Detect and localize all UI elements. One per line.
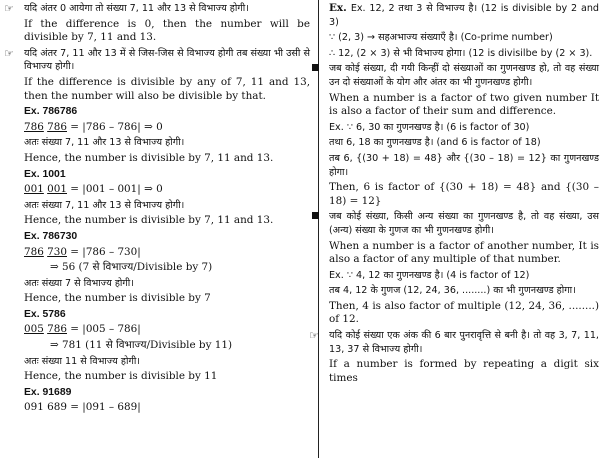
example-working: 786 730 = |786 – 730| — [24, 245, 141, 258]
example-title: Ex. 786786 — [24, 106, 78, 118]
example-conclusion-hindi: अतः संख्या 7, 11 और 13 से विभाज्य होगी। — [24, 199, 185, 211]
example-conclusion-hindi: अतः संख्या 7, 11 और 13 से विभाज्य होगी। — [24, 137, 185, 149]
example-label: Ex. — [329, 2, 347, 14]
square-bullet-icon — [312, 64, 319, 71]
left-column — [4, 2, 310, 414]
multiple-example-line: Then, 4 is also factor of multiple (12, 24, 36, ........) of 12. — [329, 299, 599, 326]
example-working: 005 786 = |005 – 786| — [24, 323, 141, 336]
rule-difference-divisible-english: If the difference is divisible by any of 7, 11 and 13, then the number will also be divisible by that. — [24, 75, 310, 102]
rule-factor-multiple-english: When a number is a factor of another number, It is also a factor of any multiple of that number. — [329, 239, 599, 266]
example-working-result: ⇒ 56 (7 से विभाज्य/Divisible by 7) — [50, 261, 213, 274]
example-working: 786 786 = |786 – 786| ⇒ 0 — [24, 120, 163, 133]
example-conclusion-hindi: अतः संख्या 11 से विभाज्य होगी। — [24, 355, 141, 367]
pointing-hand-icon: ☞ — [309, 329, 319, 343]
example-title: Ex. 1001 — [24, 168, 66, 180]
factor-example-line: तब 6, {(30 + 18) = 48} और {(30 – 18) = 12} का गुणनखण्ड होगा। — [329, 152, 599, 178]
rule-repeated-digit-hindi: ☞ यदि कोई संख्या एक अंक की 6 बार पुनरावृत्ति से बनी है। तो वह 3, 7, 11, 13, 37 से विभाज्य होगी। — [309, 329, 599, 355]
pointing-hand-icon: ☞ — [4, 2, 14, 15]
example-conclusion-english: Hence, the number is divisible by 11 — [24, 370, 218, 383]
multiple-example-line: तब 4, 12 के गुणज (12, 24, 36, ........) का भी गुणनखण्ड होगा। — [329, 285, 576, 297]
rule-difference-divisible-hindi: ☞ यदि अंतर 7, 11 और 13 में से जिस-जिस से विभाज्य होगी तब संख्या भी उसी से विभाज्य होगी। — [4, 46, 310, 73]
rule-difference-zero-hindi: ☞ यदि अंतर 0 आयेगा तो संख्या 7, 11 और 13 से विभाज्य होगी। — [4, 2, 249, 15]
rule-factor-multiple-hindi: जब कोई संख्या, किसी अन्य संख्या का गुणनखण्ड है, तो वह संख्या, उस (अन्य) संख्या के गुणज का भी गुणनखण्ड होगी। — [329, 210, 599, 237]
example-conclusion-english: Hence, the number is divisible by 7, 11 and 13. — [24, 151, 274, 164]
example-conclusion-english: Hence, the number is divisible by 7, 11 and 13. — [24, 214, 274, 227]
right-column — [309, 2, 599, 384]
example-title: Ex. 91689 — [24, 386, 72, 398]
rule-factor-sum-difference-hindi: जब कोई संख्या, दी गयी किन्हीं दो संख्याओं का गुणनखण्ड हो, तो वह संख्या उन दो संख्याओं के योग और अंतर का भी गुणनखण्ड होगी। — [329, 62, 599, 89]
square-bullet-icon — [312, 212, 319, 219]
rule-repeated-digit-english-cut-off: If a number is formed by repeating a digit six times — [329, 358, 599, 384]
example-conclusion-hindi: अतः संख्या 7 से विभाज्य होगी। — [24, 277, 134, 289]
factor-example-line: Ex. ∵ 6, 30 का गुणनखण्ड है। (6 is factor of 30) — [329, 121, 530, 133]
example-working-result: ⇒ 781 (11 से विभाज्य/Divisible by 11) — [50, 339, 233, 352]
example-working: 001 001 = |001 – 001| ⇒ 0 — [24, 183, 163, 196]
pointing-hand-icon: ☞ — [4, 46, 14, 60]
example-title: Ex. 5786 — [24, 308, 66, 320]
rule-factor-sum-difference-english: When a number is a factor of two given number It is also a factor of their sum and difference. — [329, 91, 599, 118]
factor-example-line: Then, 6 is factor of {(30 + 18) = 48} and {(30 – 18) = 12} — [329, 181, 599, 207]
coprime-example-because: ∵ (2, 3) → सहअभाज्य संख्याएँ है। (Co-prime number) — [329, 32, 553, 44]
factor-example-line: तथा 6, 18 का गुणनखण्ड है। (and 6 is factor of 18) — [329, 137, 541, 149]
example-title: Ex. 786730 — [24, 230, 78, 242]
multiple-example-line: Ex. ∵ 4, 12 का गुणनखण्ड है। (4 is factor of 12) — [329, 269, 530, 281]
example-conclusion-english: Hence, the number is divisible by 7 — [24, 292, 211, 305]
example-working-cut-off: 091 689 = |091 – 689| — [24, 401, 141, 414]
rule-difference-zero-english: If the difference is 0, then the number will be divisible by 7, 11 and 13. — [24, 17, 310, 44]
coprime-example-therefore: ∴ 12, (2 × 3) से भी विभाज्य होगा। (12 is divisilbe by (2 × 3). — [329, 47, 593, 59]
coprime-example: Ex. Ex. 12, 2 तथा 3 से विभाज्य है। (12 is divisible by 2 and 3) — [329, 2, 599, 28]
